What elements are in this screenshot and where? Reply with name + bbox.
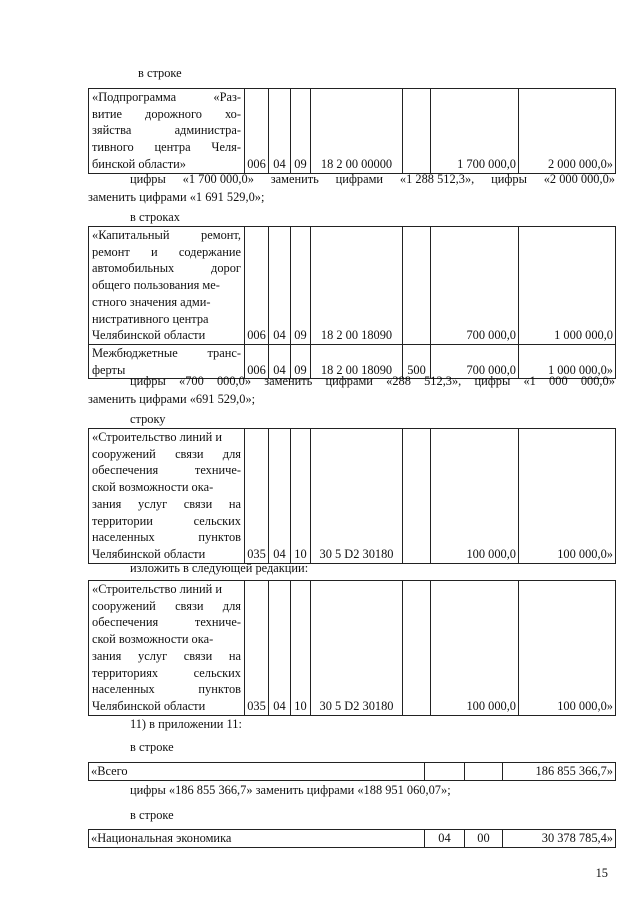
word: автомобильных	[92, 261, 175, 276]
paragraph-line: цифры «186 855 366,7» заменить цифрами «188 951 060,07»;	[130, 783, 451, 797]
amendment-table-1	[88, 88, 616, 174]
word: техниче-	[194, 463, 241, 478]
paragraph-line	[130, 374, 615, 389]
code-cell	[403, 227, 431, 345]
word: сельских	[193, 513, 241, 528]
word: для	[222, 598, 241, 613]
word: услуг	[138, 648, 168, 663]
name-line	[92, 106, 241, 123]
word: «Подпрограмма	[92, 90, 177, 104]
code-cell: 006	[245, 89, 269, 174]
word: цифры	[474, 374, 511, 388]
name-line	[92, 277, 241, 294]
word: ферты	[92, 362, 126, 377]
table-row	[89, 763, 616, 781]
row-name	[89, 581, 245, 716]
word: тивного	[92, 140, 134, 155]
word: цифры	[491, 172, 527, 186]
name-line	[92, 294, 241, 311]
name-line	[92, 327, 241, 344]
code-cell: 04	[269, 89, 291, 174]
word: обеспечения	[92, 463, 159, 478]
word: Челя-	[211, 140, 241, 155]
value-cell: 1 000 000,0	[519, 227, 616, 345]
word: «1 700 000,0»	[182, 172, 254, 186]
word: населенных	[92, 682, 155, 697]
name-line	[92, 665, 241, 682]
value-cell: 2 000 000,0»	[519, 89, 616, 174]
code-cell: 18 2 00 00000	[311, 89, 403, 174]
name-line	[92, 122, 241, 139]
word: 512,3»,	[424, 374, 462, 388]
code-cell: 18 2 00 18090	[311, 345, 403, 379]
table-row	[89, 830, 616, 848]
word: «Строительство линий и	[92, 582, 223, 596]
name-line	[92, 631, 241, 648]
intro-text-3: строку	[130, 412, 166, 426]
value-cell: 1 700 000,0	[431, 89, 519, 174]
word: территории	[92, 513, 153, 528]
code-cell: 10	[291, 429, 311, 564]
code-cell: 006	[245, 227, 269, 345]
value-cell: 1 000 000,0»	[519, 345, 616, 379]
value-cell: 100 000,0	[431, 581, 519, 716]
name-line	[92, 479, 241, 496]
name-line	[92, 156, 241, 173]
word: населенных	[92, 530, 155, 545]
code-cell	[403, 89, 431, 174]
word: 000	[549, 374, 568, 388]
word: «Раз-	[213, 90, 241, 104]
word: «1	[523, 374, 536, 388]
code-cell: 30 5 D2 30180	[311, 429, 403, 564]
value-cell: 100 000,0»	[519, 581, 616, 716]
name-line	[92, 648, 241, 665]
word: «700	[179, 374, 204, 388]
word: цифры	[130, 374, 166, 388]
word: Челябинской области	[92, 698, 206, 713]
word: связи	[183, 496, 213, 511]
name-line	[92, 227, 241, 244]
word: общего пользования ме-	[92, 278, 220, 293]
value-cell: 700 000,0	[431, 227, 519, 345]
word: территориях	[92, 665, 159, 680]
word: хо-	[224, 106, 241, 121]
intro-text-5: в строке	[130, 740, 174, 754]
code-cell: 04	[269, 227, 291, 345]
word: «Капитальный	[92, 228, 170, 242]
code-cell	[465, 763, 503, 781]
word: «288	[386, 374, 411, 388]
name-line	[92, 496, 241, 513]
code-cell	[403, 429, 431, 564]
name-line	[92, 581, 241, 598]
word: на	[228, 496, 241, 511]
name-line	[92, 598, 241, 615]
name-line	[92, 345, 241, 362]
word: дорожного	[145, 106, 202, 121]
word: связи	[183, 648, 213, 663]
total-table	[88, 762, 616, 781]
word: «1 288 512,3»,	[399, 172, 475, 186]
word: зания	[92, 648, 122, 663]
table-row	[89, 581, 616, 716]
word: сельских	[193, 665, 241, 680]
word: дорог	[211, 261, 241, 276]
row-name	[89, 227, 245, 345]
word: нистративного центра	[92, 311, 209, 326]
code-cell: 500	[403, 345, 431, 379]
word: цифрами	[335, 172, 384, 186]
word: 000,0»	[216, 374, 252, 388]
intro-text-2: в строках	[130, 210, 180, 224]
name-line	[92, 698, 241, 715]
row-name: «Всего	[89, 763, 425, 781]
paragraph-line: заменить цифрами «1 691 529,0»;	[88, 190, 265, 204]
word: администра-	[174, 123, 241, 138]
word: цифры	[130, 172, 166, 186]
word: заменить	[264, 374, 313, 388]
value-cell: 30 378 785,4»	[503, 830, 616, 848]
word: на	[228, 648, 241, 663]
paragraph-line: заменить цифрами «691 529,0»;	[88, 392, 256, 406]
intro-text-4: изложить в следующей редакции:	[130, 561, 309, 575]
word: транс-	[207, 346, 241, 360]
name-line	[92, 89, 241, 106]
code-cell: 09	[291, 345, 311, 379]
word: Челябинской области	[92, 328, 206, 343]
code-cell: 09	[291, 227, 311, 345]
code-cell: 04	[425, 830, 465, 848]
word: витие	[92, 106, 123, 121]
word: ремонт,	[201, 228, 241, 242]
word: центра	[154, 140, 191, 155]
value-cell: 700 000,0	[431, 345, 519, 379]
name-line	[92, 311, 241, 328]
word: техниче-	[194, 615, 241, 630]
word: Межбюджетные	[92, 346, 178, 360]
name-line	[92, 429, 241, 446]
value-cell: 100 000,0	[431, 429, 519, 564]
word: ской возможности ока-	[92, 480, 214, 495]
word: пунктов	[198, 682, 241, 697]
word: услуг	[138, 496, 168, 511]
value-cell: 100 000,0»	[519, 429, 616, 564]
name-line	[92, 529, 241, 546]
code-cell: 035	[245, 429, 269, 564]
name-line	[92, 260, 241, 277]
amendment-table-2	[88, 226, 616, 379]
paragraph-line	[130, 172, 615, 187]
value-cell: 186 855 366,7»	[503, 763, 616, 781]
row-name	[89, 89, 245, 174]
word: 000,0»	[580, 374, 615, 388]
word: содержание	[178, 244, 241, 259]
code-cell: 30 5 D2 30180	[311, 581, 403, 716]
row-name	[89, 429, 245, 564]
name-line	[92, 462, 241, 479]
name-line	[92, 681, 241, 698]
code-cell: 04	[269, 429, 291, 564]
word: бинской области»	[92, 156, 186, 171]
word: ремонт	[92, 244, 130, 259]
name-line	[92, 513, 241, 530]
table-row	[89, 429, 616, 564]
table-row	[89, 89, 616, 174]
name-line	[92, 446, 241, 463]
national-economy-table	[88, 829, 616, 848]
word: и	[150, 244, 158, 259]
name-line	[92, 614, 241, 631]
word: стного значения адми-	[92, 294, 211, 309]
word: для	[222, 446, 241, 461]
word: сооружений	[92, 598, 156, 613]
word: зяйства	[92, 123, 132, 138]
intro-text-1: в строке	[138, 66, 182, 80]
word: цифрами	[325, 374, 373, 388]
amendment-table-3	[88, 428, 616, 564]
code-cell	[403, 581, 431, 716]
code-cell: 00	[465, 830, 503, 848]
word: Челябинской области	[92, 546, 206, 561]
code-cell: 035	[245, 581, 269, 716]
amendment-table-4	[88, 580, 616, 716]
code-cell: 04	[269, 345, 291, 379]
code-cell: 006	[245, 345, 269, 379]
name-line	[92, 139, 241, 156]
word: «2 000 000,0»	[543, 172, 615, 186]
name-line	[92, 244, 241, 261]
word: пунктов	[198, 530, 241, 545]
code-cell: 04	[269, 581, 291, 716]
code-cell	[425, 763, 465, 781]
code-cell: 18 2 00 18090	[311, 227, 403, 345]
word: ской возможности ока-	[92, 632, 214, 647]
code-cell: 10	[291, 581, 311, 716]
row-name: «Национальная экономика	[89, 830, 425, 848]
word: заменить	[270, 172, 319, 186]
code-cell: 09	[291, 89, 311, 174]
word: связи	[175, 598, 204, 613]
item-11-text: 11) в приложении 11:	[130, 717, 242, 731]
word: сооружений	[92, 446, 156, 461]
word: обеспечения	[92, 615, 159, 630]
intro-text-6: в строке	[130, 808, 174, 822]
table-row	[89, 227, 616, 345]
page-number: 15	[595, 866, 608, 880]
word: зания	[92, 496, 122, 511]
word: связи	[175, 446, 204, 461]
word: «Строительство линий и	[92, 430, 223, 444]
